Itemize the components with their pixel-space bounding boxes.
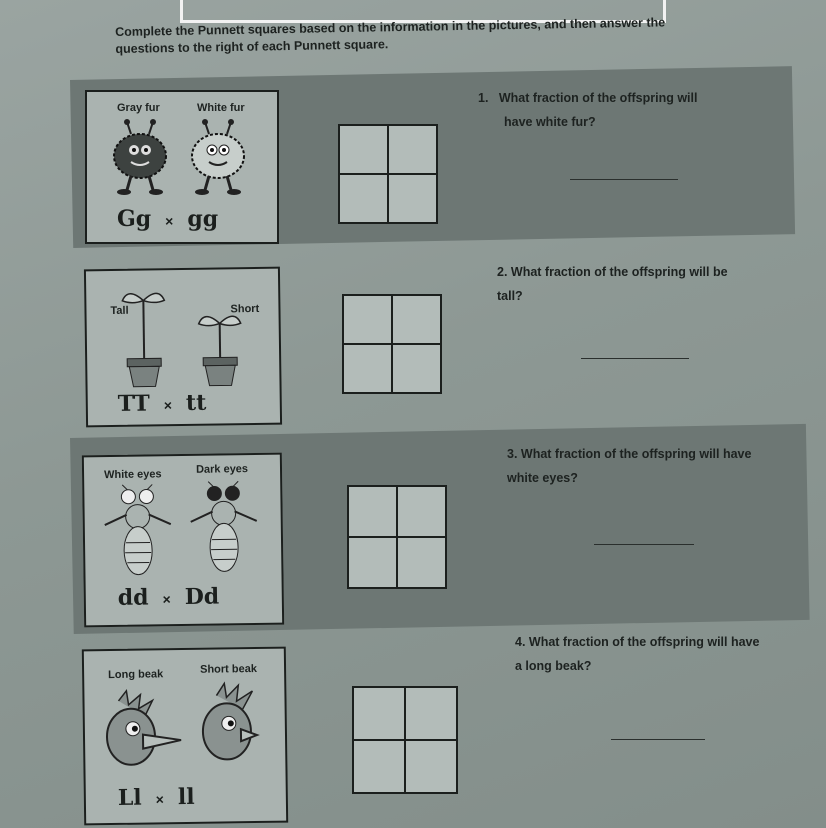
punnett-divider-h [349,536,445,538]
problem-4-cross [118,784,195,811]
instructions-text: Complete the Punnett squares based on the information in the pictures, and then answer the questions to the right of each Punnett square. [115,15,666,56]
label-gray-fur: Gray fur [117,102,160,114]
label-short-beak: Short beak [199,662,258,676]
problem-1-cross [117,206,218,232]
problem-2-picture-box [84,267,282,428]
answer-line-1[interactable] [570,179,678,180]
punnett-divider-h [340,173,436,175]
question-3 [507,442,751,490]
short-beak-bird-icon [196,683,267,766]
question-3-line1: 3. What fraction of the offspring will have [507,447,752,461]
punnett-divider-h [354,739,456,741]
cross-symbol: × [165,213,174,229]
cross-symbol: × [155,791,165,808]
tall-plant-icon [118,280,170,391]
short-plant-icon [194,309,245,390]
punnett-divider-h [344,343,440,345]
answer-line-2[interactable] [581,358,689,359]
genotype-Gg: Gg [117,206,152,232]
problem-4-picture-box [82,647,288,826]
genotype-Dd: Dd [184,583,220,610]
question-4-line2: a long beak? [515,659,592,673]
problem-1-picture-box [85,90,279,244]
question-2-line1: 2. What fraction of the offspring will be [497,265,728,279]
label-long-beak: Long beak [108,668,164,682]
answer-line-3[interactable] [594,544,694,545]
long-beak-bird-icon [98,690,183,773]
question-1-line1: What fraction of the offspring will [498,91,698,105]
genotype-gg: gg [187,206,219,232]
label-white-fur: White fur [197,102,245,114]
question-3-line2: white eyes? [507,471,578,485]
label-short: Short [230,302,260,316]
problem-2-cross [118,390,207,417]
answer-line-4[interactable] [611,739,705,740]
punnett-square-3[interactable] [347,485,447,589]
question-4 [515,630,759,678]
question-1-line2: have white fur? [504,115,596,129]
punnett-square-4[interactable] [352,686,458,794]
punnett-square-1[interactable] [338,124,438,224]
question-2 [497,260,728,308]
question-1-number: 1. [478,91,489,105]
white-fur-monster-icon [187,118,249,196]
label-dark-eyes: Dark eyes [195,463,249,476]
genotype-dd: dd [117,584,149,611]
label-tall: Tall [110,304,129,318]
problem-3-picture-box [82,453,284,628]
question-2-line2: tall? [497,289,523,303]
problem-3-cross [118,584,220,611]
genotype-tt: tt [185,389,207,416]
cross-symbol: × [163,397,173,414]
question-1 [478,86,697,134]
cross-symbol: × [162,591,171,608]
question-4-line1: 4. What fraction of the offspring will have [515,635,760,649]
white-eyed-fly-icon [102,484,173,581]
dark-eyed-fly-icon [188,481,259,578]
gray-fur-monster-icon [109,118,171,196]
genotype-ll: ll [177,783,195,811]
genotype-Ll: Ll [117,784,142,811]
punnett-square-2[interactable] [342,294,442,394]
genotype-TT: TT [117,390,150,417]
label-white-eyes: White eyes [104,468,162,482]
